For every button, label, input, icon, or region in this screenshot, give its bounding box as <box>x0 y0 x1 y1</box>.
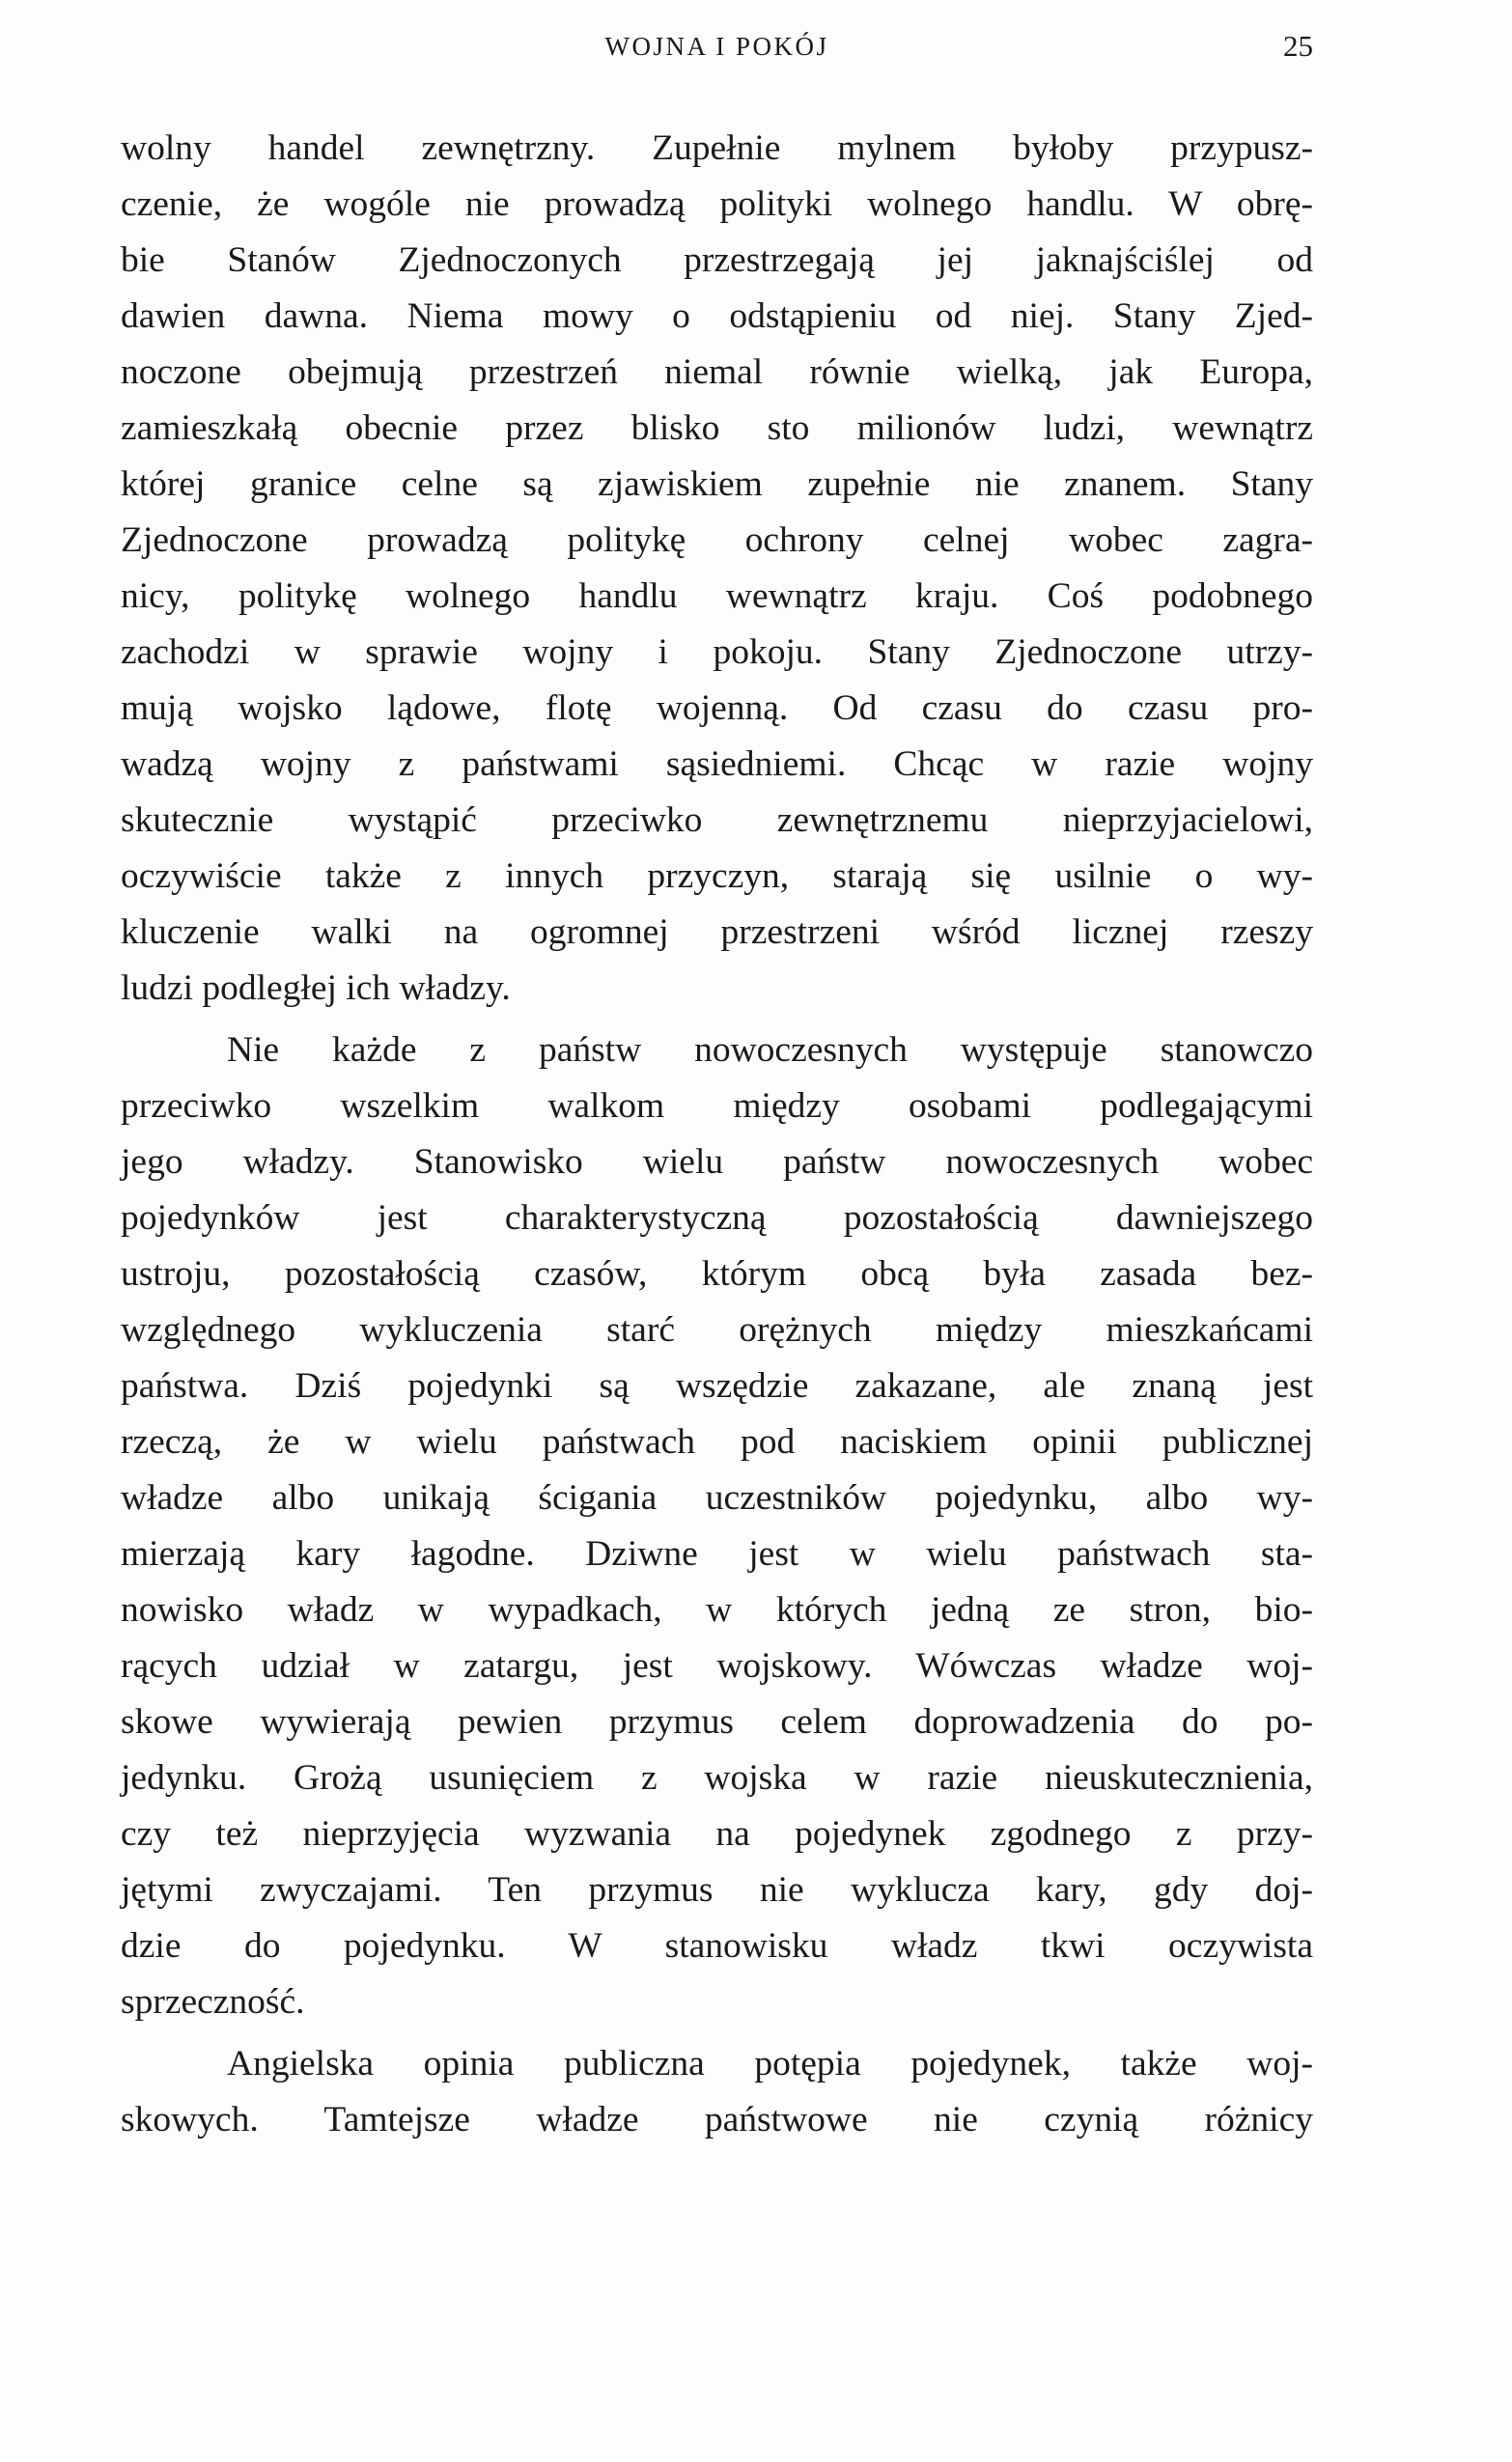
text-line: względnego wykluczenia starć orężnych między mieszkańcami <box>121 1310 1313 1350</box>
text-line: oczywiście także z innych przyczyn, starają się usilnie o wy- <box>121 856 1313 896</box>
text-line: nowisko władz w wypadkach, w których jedną ze stron, bio- <box>121 1590 1313 1630</box>
text-line: której granice celne są zjawiskiem zupełnie nie znanem. Stany <box>121 464 1313 504</box>
text-line: dzie do pojedynku. W stanowisku władz tkwi oczywista <box>121 1926 1313 1966</box>
text-line: kluczenie walki na ogromnej przestrzeni wśród licznej rzeszy <box>121 912 1313 952</box>
paragraph-2 <box>121 1022 1313 2030</box>
text-line: bie Stanów Zjednoczonych przestrzegają jej jaknajściślej od <box>121 240 1313 280</box>
text-line: jego władzy. Stanowisko wielu państw nowoczesnych wobec <box>121 1142 1313 1182</box>
text-line: jętymi zwyczajami. Ten przymus nie wyklucza kary, gdy doj- <box>121 1870 1313 1910</box>
text-line: skowe wywierają pewien przymus celem doprowadzenia do po- <box>121 1702 1313 1742</box>
running-head <box>121 27 1313 66</box>
text-line: Zjednoczone prowadzą politykę ochrony celnej wobec zagra- <box>121 520 1313 560</box>
text-line: ustroju, pozostałością czasów, którym obcą była zasada bez- <box>121 1254 1313 1294</box>
text-line: skutecznie wystąpić przeciwko zewnętrznemu nieprzyjacielowi, <box>121 800 1313 840</box>
paragraph-1 <box>121 121 1313 1017</box>
text-line: rących udział w zatargu, jest wojskowy. Wówczas władze woj- <box>121 1646 1313 1686</box>
text-line: dawien dawna. Niema mowy o odstąpieniu od niej. Stany Zjed- <box>121 296 1313 336</box>
running-title: WOJNA I POKÓJ <box>604 32 829 61</box>
text-line: władze albo unikają ścigania uczestników pojedynku, albo wy- <box>121 1478 1313 1518</box>
text-line: Nie każde z państw nowoczesnych występuje stanowczo <box>227 1030 1313 1070</box>
text-line: państwa. Dziś pojedynki są wszędzie zakazane, ale znaną jest <box>121 1366 1313 1406</box>
text-line: noczone obejmują przestrzeń niemal równie wielką, jak Europa, <box>121 352 1313 392</box>
text-line: zamieszkałą obecnie przez blisko sto milionów ludzi, wewnątrz <box>121 408 1313 448</box>
paragraph-3 <box>121 2036 1313 2148</box>
text-line: sprzeczność. <box>121 1982 305 2022</box>
text-line: jedynku. Grożą usunięciem z wojska w razie nieuskutecznienia, <box>121 1758 1313 1798</box>
text-line: czy też nieprzyjęcia wyzwania na pojedynek zgodnego z przy- <box>121 1814 1313 1854</box>
body-text <box>121 121 1313 2148</box>
text-line: wolny handel zewnętrzny. Zupełnie mylnem byłoby przypusz- <box>121 128 1313 168</box>
text-line: skowych. Tamtejsze władze państwowe nie czynią różnicy <box>121 2100 1313 2140</box>
text-line: mierzają kary łagodne. Dziwne jest w wielu państwach sta- <box>121 1534 1313 1574</box>
text-line: mują wojsko lądowe, flotę wojenną. Od czasu do czasu pro- <box>121 688 1313 728</box>
text-line: czenie, że wogóle nie prowadzą polityki wolnego handlu. W obrę- <box>121 184 1313 224</box>
text-line: zachodzi w sprawie wojny i pokoju. Stany Zjednoczone utrzy- <box>121 632 1313 672</box>
text-line: przeciwko wszelkim walkom między osobami podlegającymi <box>121 1086 1313 1126</box>
text-line: rzeczą, że w wielu państwach pod naciskiem opinii publicznej <box>121 1422 1313 1462</box>
text-line: ludzi podległej ich władzy. <box>121 968 511 1008</box>
text-line: wadzą wojny z państwami sąsiedniemi. Chcąc w razie wojny <box>121 744 1313 784</box>
text-line: nicy, politykę wolnego handlu wewnątrz kraju. Coś podobnego <box>121 576 1313 616</box>
text-line: Angielska opinia publiczna potępia pojedynek, także woj- <box>227 2044 1313 2084</box>
text-line: pojedynków jest charakterystyczną pozostałością dawniejszego <box>121 1198 1313 1238</box>
page-number: 25 <box>1283 29 1313 63</box>
